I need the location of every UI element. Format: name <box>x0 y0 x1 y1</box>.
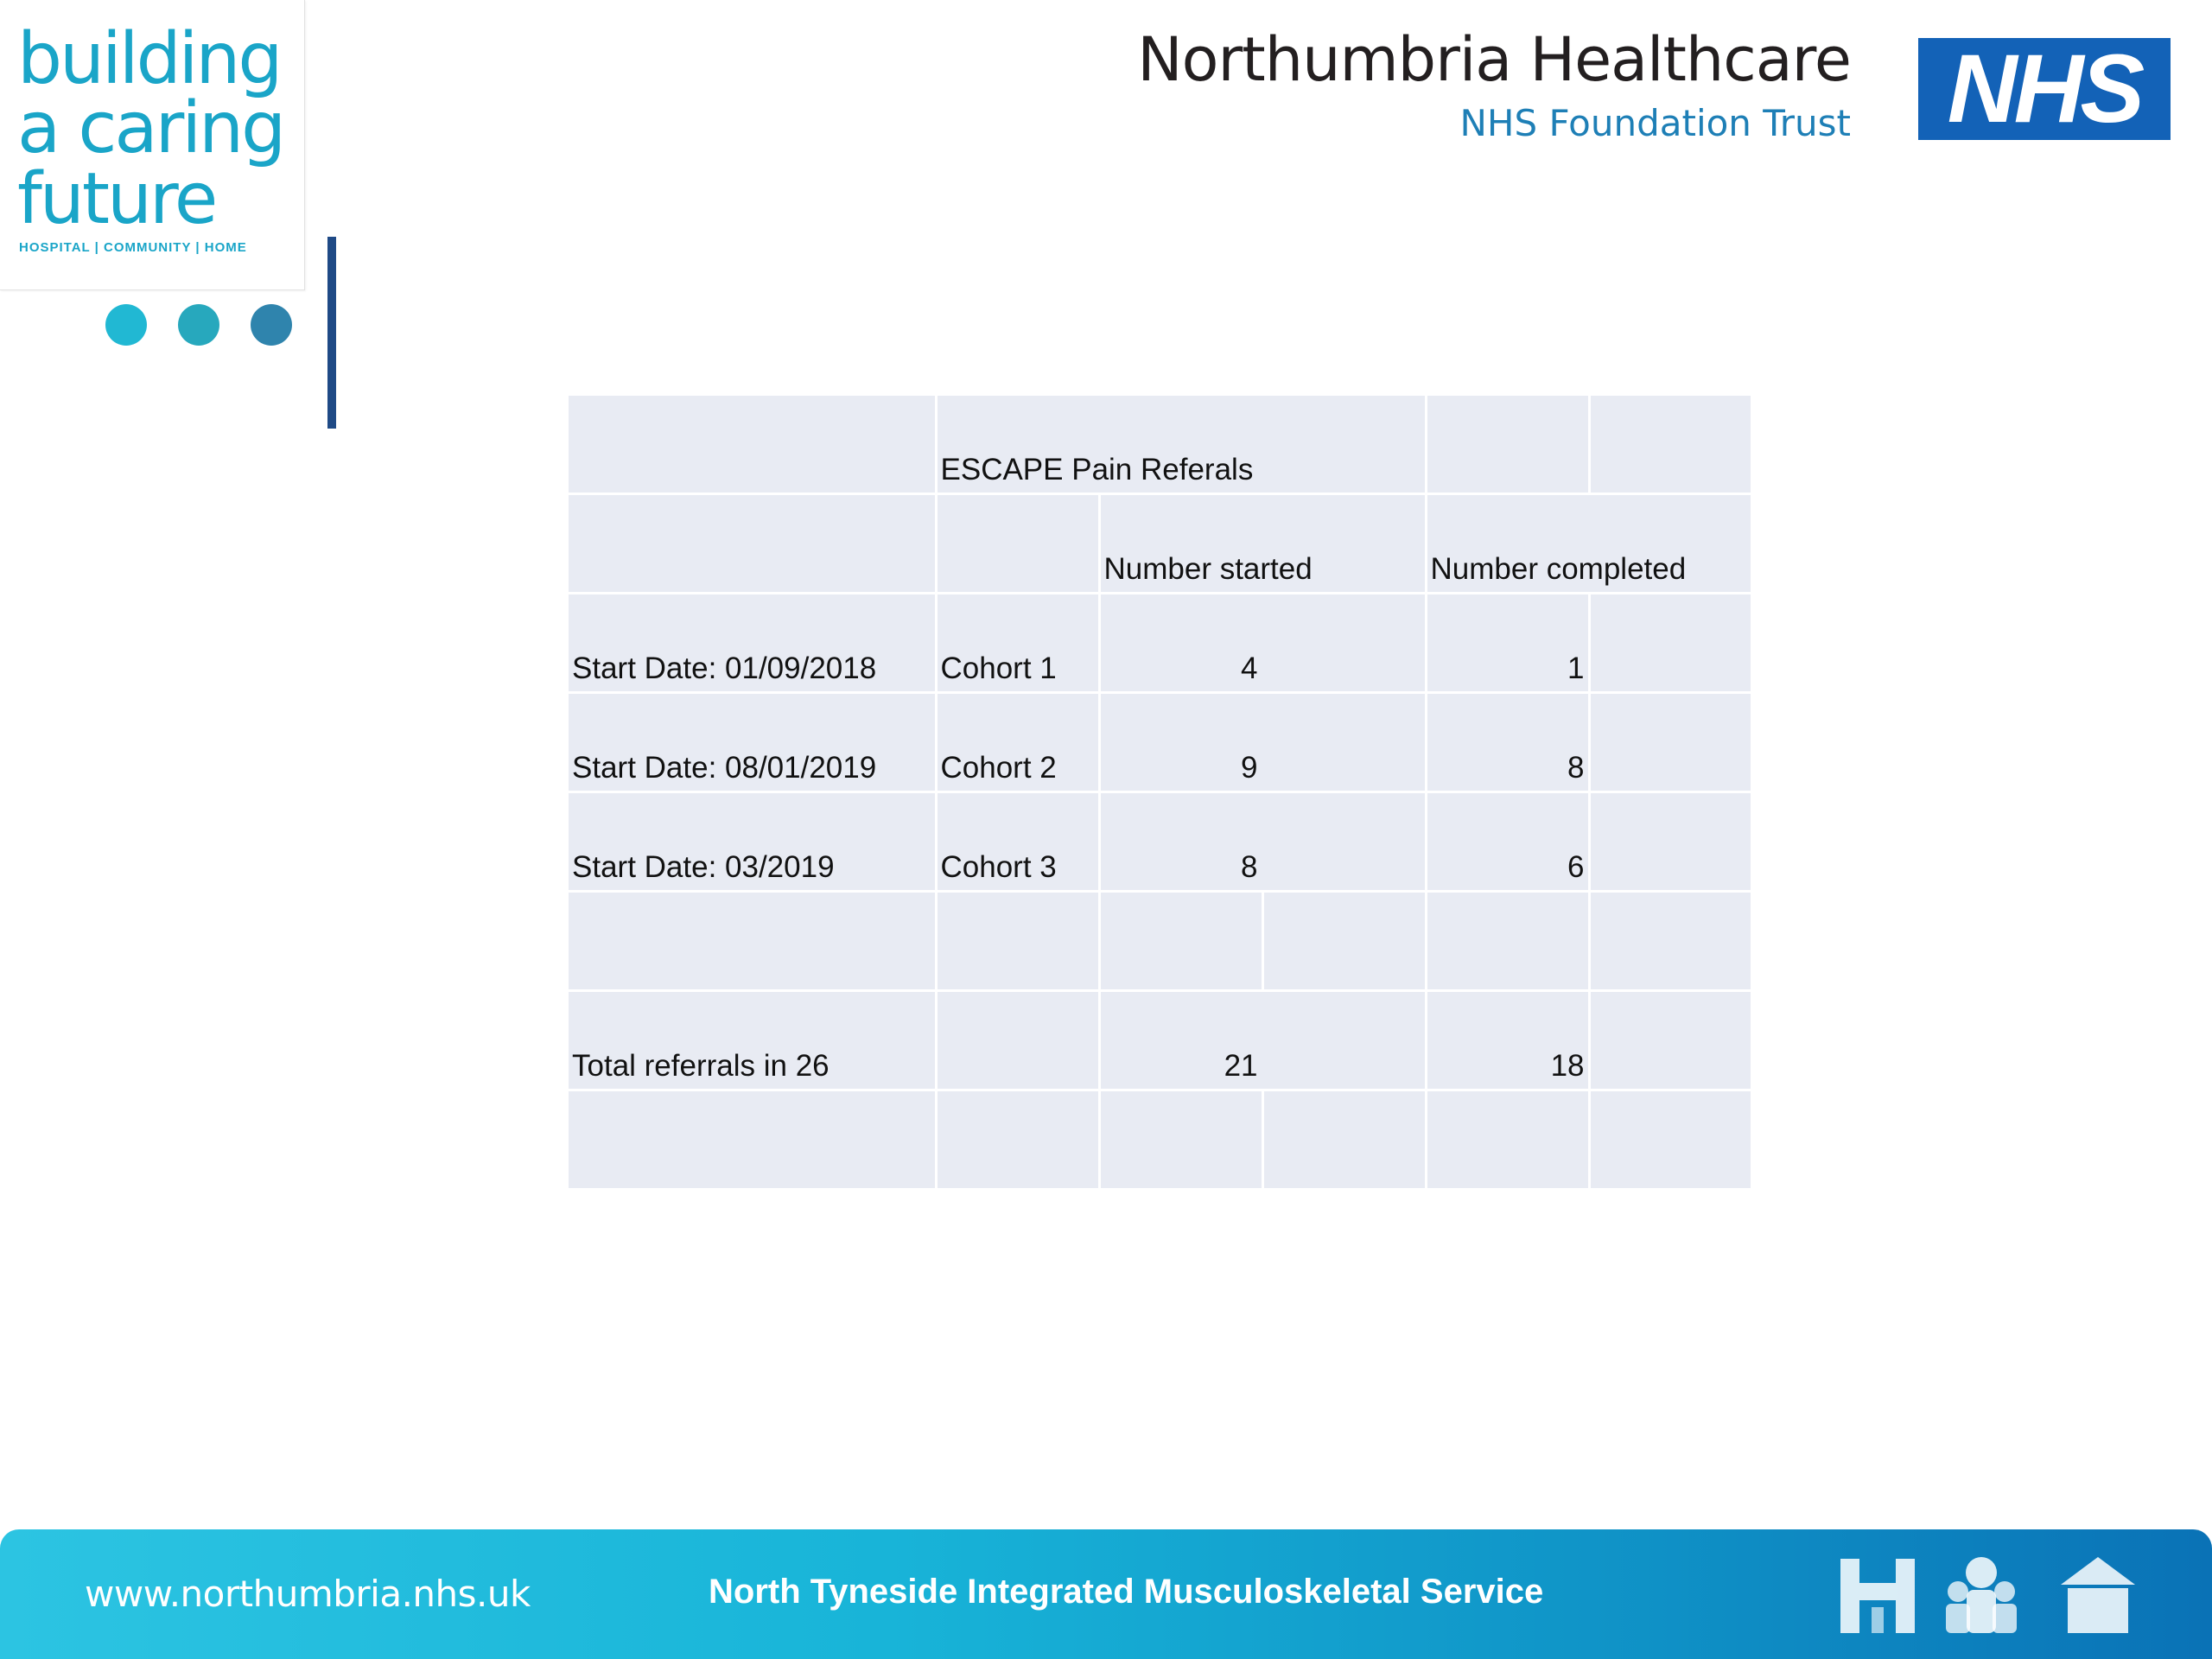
cohort-cell: Cohort 1 <box>936 594 1099 693</box>
row-label: Start Date: 08/01/2019 <box>569 693 936 792</box>
table-cell <box>936 494 1099 594</box>
cohort-cell: Cohort 2 <box>936 693 1099 792</box>
table-title: ESCAPE Pain Referals <box>936 396 1426 494</box>
row-label: Start Date: 03/2019 <box>569 792 936 892</box>
table-cell <box>936 1090 1099 1190</box>
total-started-cell: 21 <box>1099 991 1426 1090</box>
table-total-row <box>569 991 1751 1090</box>
column-header-completed: Number completed <box>1426 494 1751 594</box>
table-cell <box>1426 396 1589 494</box>
total-label: Total referrals in 26 <box>569 991 936 1090</box>
started-cell: 9 <box>1099 693 1426 792</box>
decorative-dot-3 <box>251 304 292 346</box>
org-subtitle: NHS Foundation Trust <box>1459 102 1851 144</box>
completed-cell: 8 <box>1426 693 1589 792</box>
building-a-caring-future-logo <box>0 0 305 290</box>
table-cell <box>569 396 936 494</box>
table-row <box>569 892 1751 991</box>
table-row <box>569 693 1751 792</box>
table-cell <box>569 892 936 991</box>
table-header-row <box>569 494 1751 594</box>
cohort-cell: Cohort 3 <box>936 792 1099 892</box>
decorative-dot-1 <box>105 304 147 346</box>
column-header-started: Number started <box>1099 494 1426 594</box>
decorative-dot-2 <box>178 304 219 346</box>
logo-line-1: building <box>17 18 281 100</box>
table-cell <box>936 991 1099 1090</box>
website-link[interactable]: www.northumbria.nhs.uk <box>85 1573 531 1615</box>
started-cell: 4 <box>1099 594 1426 693</box>
vertical-divider <box>327 237 336 429</box>
completed-cell: 1 <box>1426 594 1589 693</box>
table-cell <box>1262 1090 1426 1190</box>
table-row <box>569 792 1751 892</box>
table-cell <box>1589 792 1751 892</box>
logo-tagline: HOSPITAL | COMMUNITY | HOME <box>19 240 247 255</box>
table-cell <box>1589 892 1751 991</box>
table-cell <box>1589 594 1751 693</box>
table-cell <box>569 494 936 594</box>
table-cell <box>1589 693 1751 792</box>
table-cell <box>1099 1090 1262 1190</box>
community-icon <box>1944 1554 2018 1633</box>
logo-line-2: a caring <box>17 87 284 169</box>
org-name: Northumbria Healthcare <box>1137 24 1851 95</box>
table-cell <box>936 892 1099 991</box>
footer-bar <box>0 1529 2212 1659</box>
table-row <box>569 1090 1751 1190</box>
started-cell: 8 <box>1099 792 1426 892</box>
table-cell <box>569 1090 936 1190</box>
row-label: Start Date: 01/09/2018 <box>569 594 936 693</box>
logo-line-3: future <box>17 158 216 240</box>
hospital-icon <box>1840 1554 1915 1633</box>
escape-pain-referrals-table <box>569 396 1753 1191</box>
nhs-logo-text: NHS <box>1947 35 2142 143</box>
table-cell <box>1589 1090 1751 1190</box>
table-cell <box>1426 1090 1589 1190</box>
table-row <box>569 594 1751 693</box>
total-completed-cell: 18 <box>1426 991 1589 1090</box>
table-cell <box>1426 892 1589 991</box>
table-cell <box>1589 991 1751 1090</box>
nhs-logo <box>1918 35 2171 143</box>
completed-cell: 6 <box>1426 792 1589 892</box>
table-row <box>569 396 1751 494</box>
home-icon <box>2061 1554 2135 1633</box>
table-cell <box>1589 396 1751 494</box>
table-cell <box>1099 892 1262 991</box>
table-cell <box>1262 892 1426 991</box>
service-name: North Tyneside Integrated Musculoskeletal Service <box>709 1573 1544 1611</box>
